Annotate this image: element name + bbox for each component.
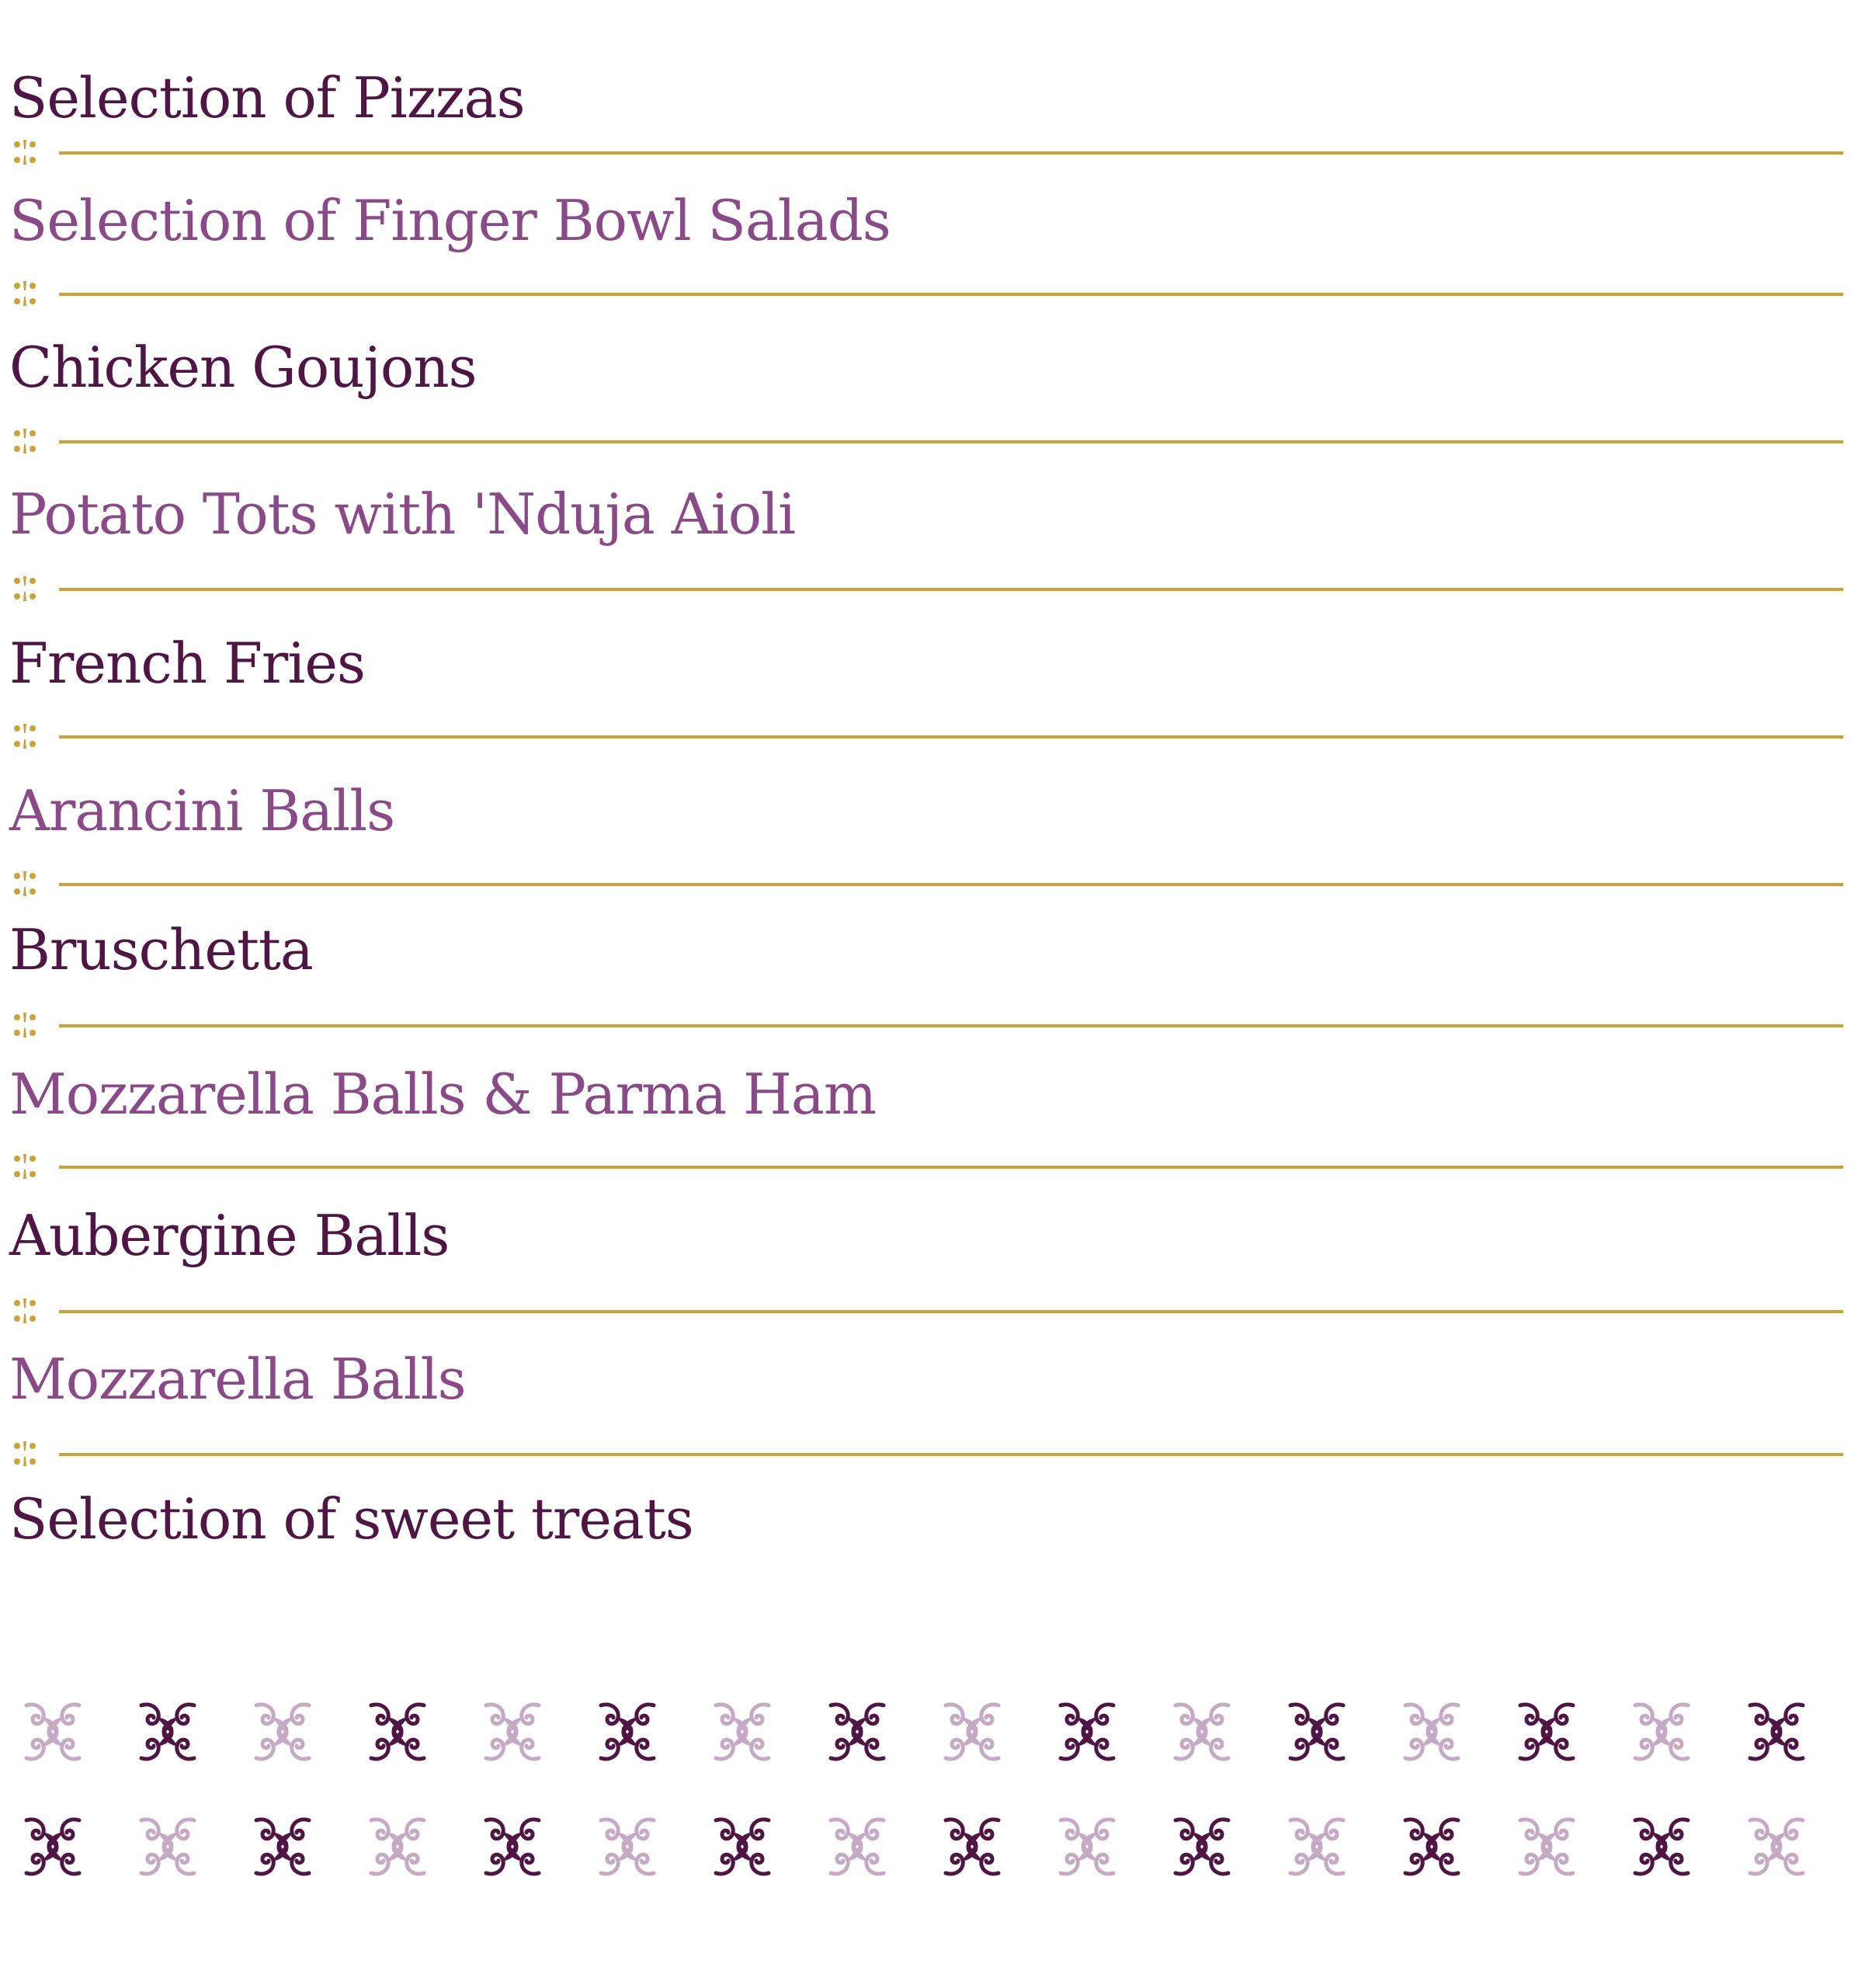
four-dot-ornament-icon <box>9 426 40 457</box>
menu-item-title: Aubergine Balls <box>9 1203 450 1268</box>
divider-rule <box>59 293 1843 296</box>
damask-motif <box>26 1705 79 1759</box>
menu-divider <box>9 426 1843 457</box>
divider-rule <box>59 1024 1843 1027</box>
damask-motif <box>1290 1705 1343 1759</box>
damask-motif <box>831 1819 884 1874</box>
divider-rule <box>59 883 1843 886</box>
menu-divider <box>9 1295 1843 1326</box>
menu-item-title: Bruschetta <box>9 917 313 982</box>
damask-motif <box>1176 1705 1228 1759</box>
divider-rule <box>59 1166 1843 1169</box>
menu-item-title: French Fries <box>9 631 365 696</box>
menu-divider <box>9 1438 1843 1469</box>
menu-item-title: Arancini Balls <box>9 778 395 843</box>
damask-motif <box>371 1819 424 1874</box>
damask-motif <box>1405 1819 1458 1874</box>
menu-divider <box>9 868 1843 899</box>
menu-item-title: Mozzarella Balls <box>9 1347 466 1412</box>
damask-motif <box>601 1705 654 1759</box>
menu-item-title: Selection of Finger Bowl Salads <box>9 188 891 253</box>
four-dot-ornament-icon <box>9 1438 40 1469</box>
menu-divider <box>9 573 1843 604</box>
menu-item-title: Chicken Goujons <box>9 335 477 400</box>
divider-rule <box>59 151 1843 155</box>
four-dot-ornament-icon <box>9 1010 40 1041</box>
menu-divider <box>9 278 1843 309</box>
four-dot-ornament-icon <box>9 278 40 309</box>
damask-motif <box>1405 1705 1458 1759</box>
damask-motif <box>1520 1705 1573 1759</box>
divider-rule <box>59 1453 1843 1456</box>
damask-motif <box>716 1819 769 1874</box>
damask-flourish-icon <box>0 1670 1851 1918</box>
damask-motif <box>1176 1819 1228 1874</box>
damask-motif <box>1061 1819 1113 1874</box>
damask-motif <box>1520 1819 1573 1874</box>
four-dot-ornament-icon <box>9 721 40 752</box>
menu-divider <box>9 137 1843 168</box>
damask-motif <box>371 1705 424 1759</box>
four-dot-ornament-icon <box>9 868 40 899</box>
damask-motif <box>256 1705 309 1759</box>
menu-divider <box>9 1151 1843 1182</box>
menu-divider <box>9 1010 1843 1041</box>
four-dot-ornament-icon <box>9 137 40 168</box>
damask-motif <box>26 1819 79 1874</box>
damask-motif <box>1635 1819 1688 1874</box>
menu-item-title: Mozzarella Balls & Parma Ham <box>9 1062 877 1127</box>
damask-motif <box>1635 1705 1688 1759</box>
damask-motif <box>1290 1819 1343 1874</box>
damask-motif <box>946 1819 998 1874</box>
damask-motif <box>946 1705 998 1759</box>
damask-motif <box>1061 1705 1113 1759</box>
divider-rule <box>59 588 1843 591</box>
damask-motif <box>1750 1705 1803 1759</box>
menu-item-title: Selection of sweet treats <box>9 1486 693 1552</box>
damask-motif <box>486 1705 539 1759</box>
four-dot-ornament-icon <box>9 1295 40 1326</box>
damask-motif <box>256 1819 309 1874</box>
four-dot-ornament-icon <box>9 1151 40 1182</box>
damask-pattern-border <box>0 1670 1851 1918</box>
divider-rule <box>59 1310 1843 1313</box>
damask-motif <box>486 1819 539 1874</box>
menu-divider <box>9 721 1843 752</box>
menu-item-title: Selection of Pizzas <box>9 65 525 130</box>
divider-rule <box>59 735 1843 739</box>
damask-motif <box>1750 1819 1803 1874</box>
damask-motif <box>716 1705 769 1759</box>
damask-motif <box>141 1819 194 1874</box>
menu-item-title: Potato Tots with 'Nduja Aioli <box>9 481 796 547</box>
damask-motif <box>141 1705 194 1759</box>
damask-motif <box>831 1705 884 1759</box>
damask-motif <box>601 1819 654 1874</box>
divider-rule <box>59 440 1843 443</box>
four-dot-ornament-icon <box>9 573 40 604</box>
